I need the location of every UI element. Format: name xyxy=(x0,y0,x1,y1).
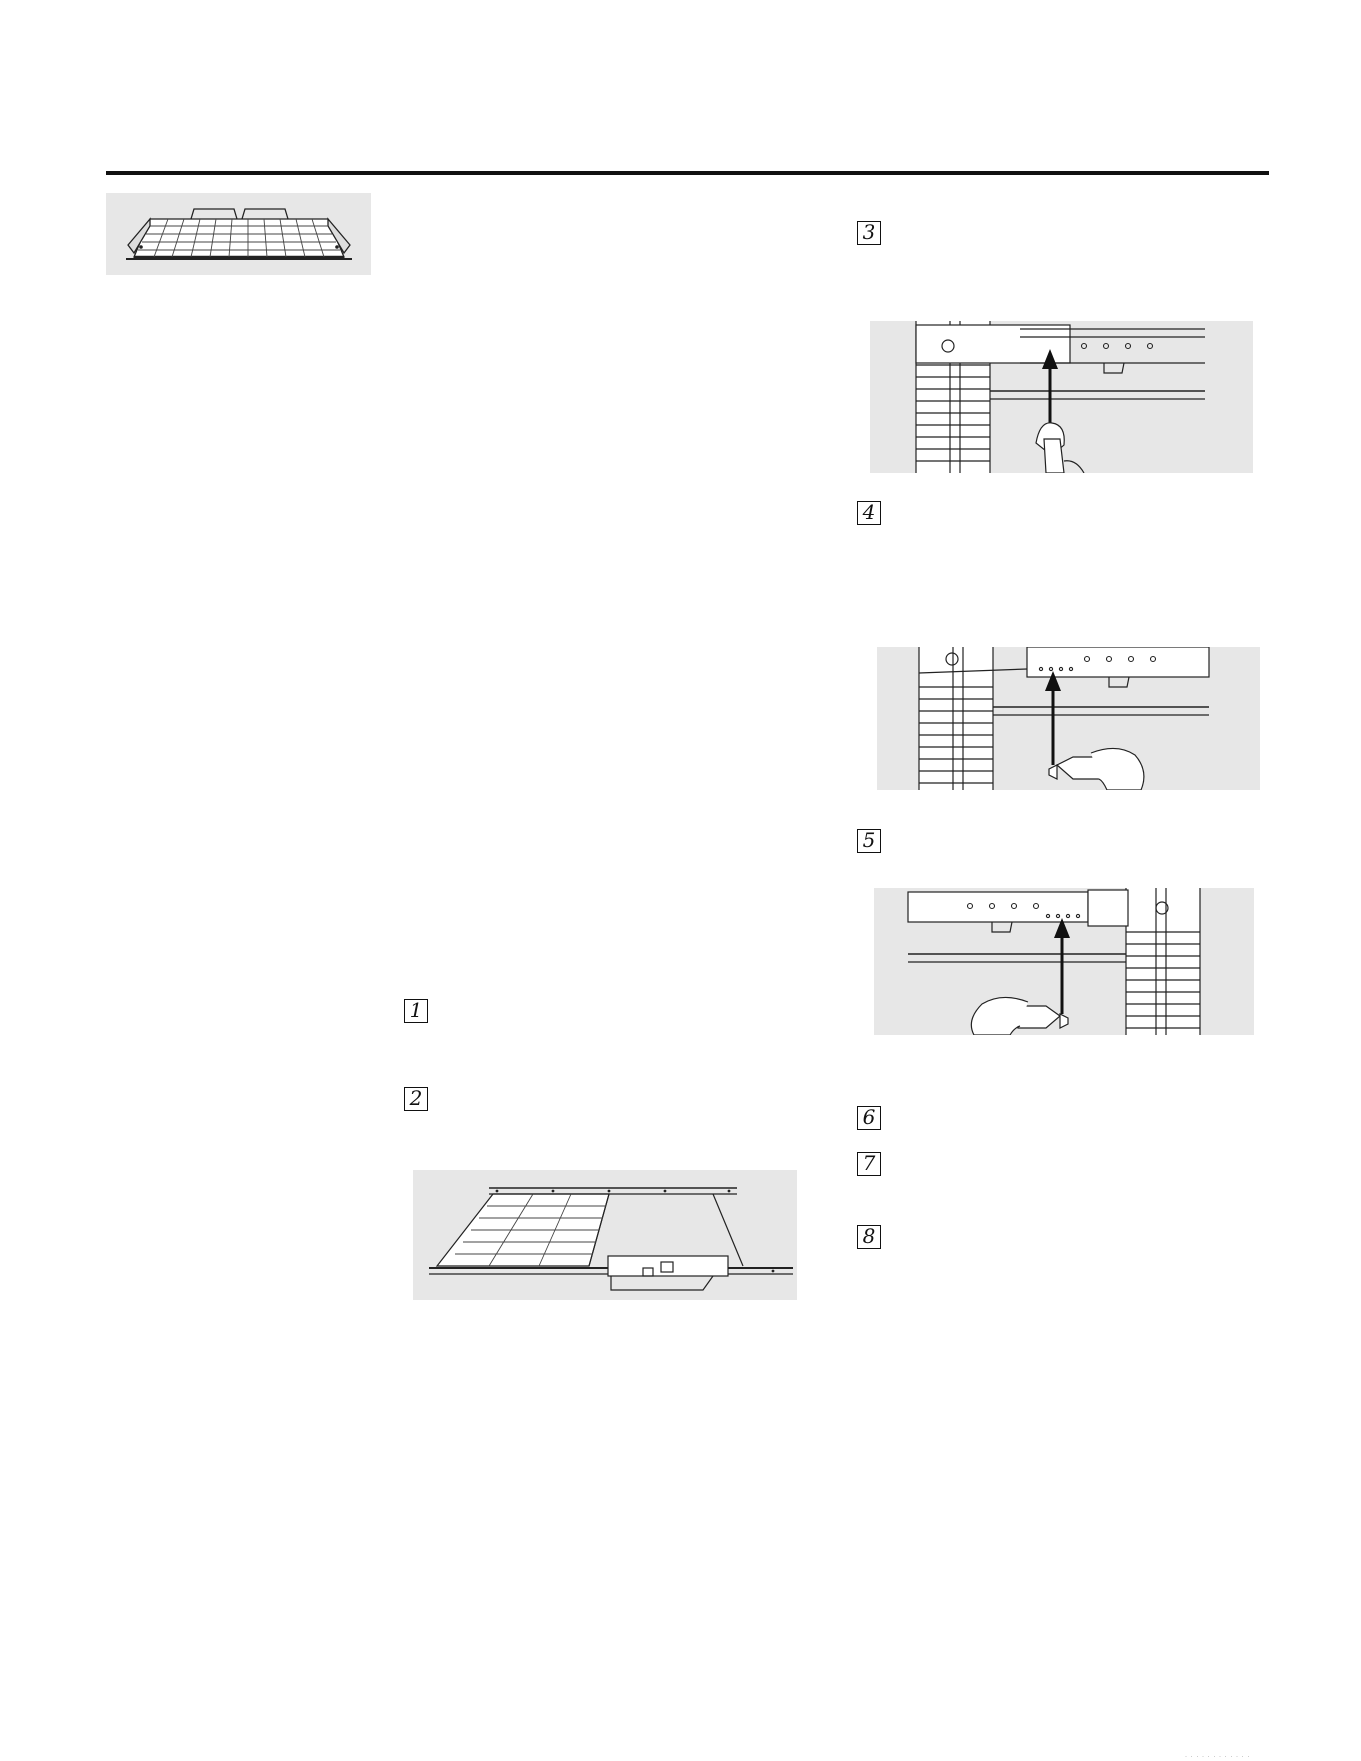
lubricate-left-drawing xyxy=(877,647,1260,790)
extension-rack-illustration xyxy=(106,193,371,275)
step-number-7: 7 xyxy=(857,1152,881,1176)
wipe-slide-illustration xyxy=(870,321,1253,473)
extension-rack-drawing xyxy=(106,193,371,275)
rack-slides-drawing xyxy=(413,1170,797,1300)
step-number-3: 3 xyxy=(857,221,881,245)
step-number-1: 1 xyxy=(404,999,428,1023)
header-rule xyxy=(106,171,1269,175)
rack-slides-extended-illustration xyxy=(413,1170,797,1300)
footer-code: · · · · · · · · · · · · xyxy=(1185,1754,1251,1760)
wipe-slide-drawing xyxy=(870,321,1253,473)
step-number-2: 2 xyxy=(404,1087,428,1111)
step-number-4: 4 xyxy=(857,501,881,525)
step-number-5: 5 xyxy=(857,829,881,853)
lubricate-slide-right-illustration xyxy=(874,888,1254,1035)
lubricate-slide-left-illustration xyxy=(877,647,1260,790)
step-number-6: 6 xyxy=(857,1106,881,1130)
step-number-8: 8 xyxy=(857,1225,881,1249)
lubricate-right-drawing xyxy=(874,888,1254,1035)
